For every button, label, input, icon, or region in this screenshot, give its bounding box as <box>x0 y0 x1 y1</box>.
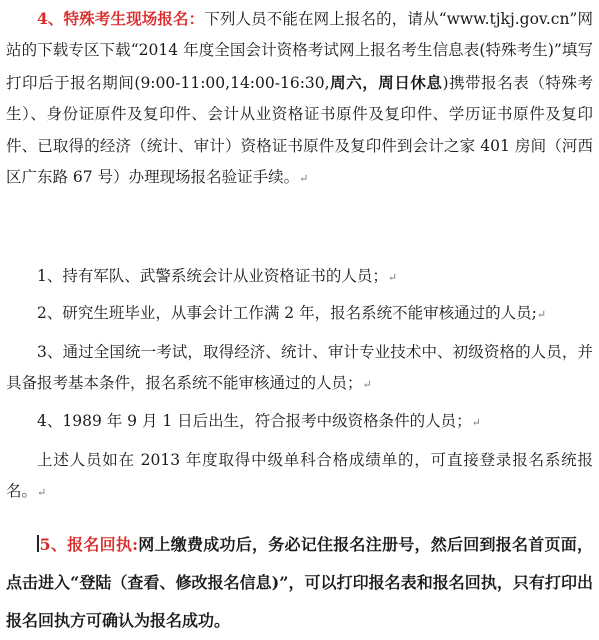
section-4-paragraph <box>6 3 593 194</box>
list-item-text: 4、1989 年 9 月 1 日后出生，符合报考中级资格条件的人员； <box>37 412 472 430</box>
paragraph-mark-icon: ↵ <box>37 486 47 500</box>
paragraph-mark-icon: ↵ <box>299 172 309 186</box>
note-text: 上述人员如在 2013 年度取得中级单科合格成绩单的，可直接登录报名系统报名。 <box>6 451 593 501</box>
section-4-heading: 4、特殊考生现场报名： <box>37 9 205 28</box>
section-4-body-part1: 下列人员不能在网上报名的，请从“www.tjkj.gov.cn”网站的下载专区下载“2014 年度全国会计资格考试网上报名考生信息表(特殊考生)”填写打印后于报名期间(9:00-11:00,14:00-16:30, <box>6 10 593 92</box>
section-4-body-part2: )携带报名表（特殊考生）、身份证原件及复印件、会计从业资格证书原件及复印件、学历证书原件及复印件、已取得的经济（统计、审计）资格证书原件及复印件到会计之家 401 房间（河西区广东路 67 号）办理现场报名验证手续。 <box>6 73 593 187</box>
paragraph-mark-icon: ↵ <box>387 271 398 284</box>
paragraph-mark-icon: ↵ <box>536 308 547 321</box>
section-4-note <box>6 445 593 509</box>
section-5-body: 网上缴费成功后，务必记住报名注册号，然后回到报名首页面，点击进入“登陆（查看、修改报名信息)”，可以打印报名表和报名回执，只有打印出报名回执方可确认为报名成功。 <box>6 535 593 630</box>
list-item-text: 1、持有军队、武警系统会计从业资格证书的人员； <box>37 267 388 285</box>
section-5-paragraph[interactable] <box>6 526 593 640</box>
list-item <box>6 337 593 401</box>
list-item-text: 2、研究生班毕业，从事会计工作满 2 年，报名系统不能审核通过的人员; <box>37 304 537 322</box>
paragraph-mark-icon: ↵ <box>362 378 372 392</box>
list-item-text: 3、通过全国统一考试，取得经济、统计、审计专业技术中、初级资格的人员，并具备报考基本条件，报名系统不能审核通过的人员； <box>6 343 593 393</box>
section-5-heading: 5、报名回执: <box>39 535 139 554</box>
text-cursor <box>37 535 39 552</box>
paragraph-mark-icon: ↵ <box>471 416 481 429</box>
list-item <box>6 298 593 330</box>
list-item <box>6 406 593 438</box>
section-4-body-bold: 周六，周日休息 <box>329 72 443 92</box>
list-item <box>6 261 593 293</box>
